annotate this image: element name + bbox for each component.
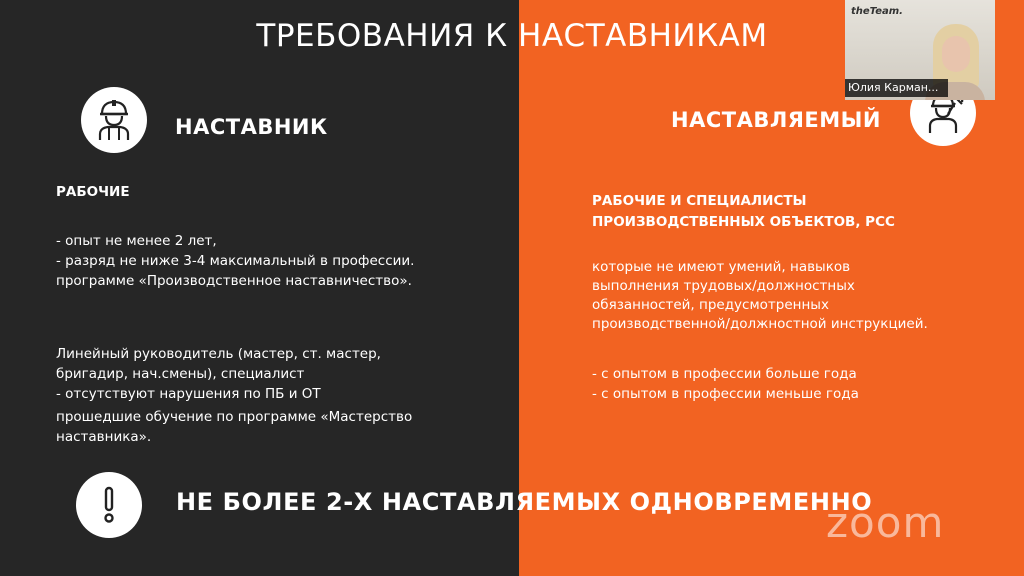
mentee-description <box>592 258 928 334</box>
list-item: программе «Производственное наставничество». <box>56 273 412 289</box>
exclamation-icon <box>76 472 142 538</box>
participant-name: Юлия Карман... <box>845 79 948 97</box>
participant-video-tile[interactable] <box>845 0 995 100</box>
mentee-heading: НАСТАВЛЯЕМЫЙ <box>671 108 882 132</box>
mentor-group1-list <box>56 231 414 291</box>
mentee-experience-list <box>592 364 859 404</box>
mentor-group2-list <box>56 344 412 447</box>
list-item: которые не имеют умений, навыков <box>592 259 851 275</box>
list-item: - разряд не ниже 3-4 максимальный в профессии. <box>56 253 415 269</box>
title-line: РАБОЧИЕ И СПЕЦИАЛИСТЫ <box>592 193 807 209</box>
mentee-group1-title <box>592 191 895 232</box>
worker-helmet-icon <box>81 87 147 153</box>
slide-title: ТРЕБОВАНИЯ К НАСТАВНИКАМ <box>256 18 768 54</box>
list-item: наставника». <box>56 429 152 445</box>
limit-notice: НЕ БОЛЕЕ 2-Х НАСТАВЛЯЕМЫХ ОДНОВРЕМЕННО <box>176 488 873 516</box>
list-item: - отсутствуют нарушения по ПБ и ОТ <box>56 386 321 402</box>
participant-face <box>942 36 970 72</box>
mentor-heading: НАСТАВНИК <box>175 115 328 139</box>
list-item: - с опытом в профессии больше года <box>592 366 857 382</box>
list-item: - опыт не менее 2 лет, <box>56 233 217 249</box>
list-item: прошедшие обучение по программе «Мастерство <box>56 409 413 425</box>
brand-logo: theTeam. <box>851 6 903 17</box>
list-item: бригадир, нач.смены), специалист <box>56 366 305 382</box>
title-line: ПРОИЗВОДСТВЕННЫХ ОБЪЕКТОВ, РСС <box>592 214 895 230</box>
list-item: обязанностей, предусмотренных <box>592 297 829 313</box>
mentor-group1-title: РАБОЧИЕ <box>56 184 130 200</box>
list-item: выполнения трудовых/должностных <box>592 278 855 294</box>
list-item: производственной/должностной инструкцией. <box>592 316 928 332</box>
list-item: Линейный руководитель (мастер, ст. мастер, <box>56 346 381 362</box>
list-item: - с опытом в профессии меньше года <box>592 386 859 402</box>
zoom-watermark: zoom <box>826 498 945 547</box>
